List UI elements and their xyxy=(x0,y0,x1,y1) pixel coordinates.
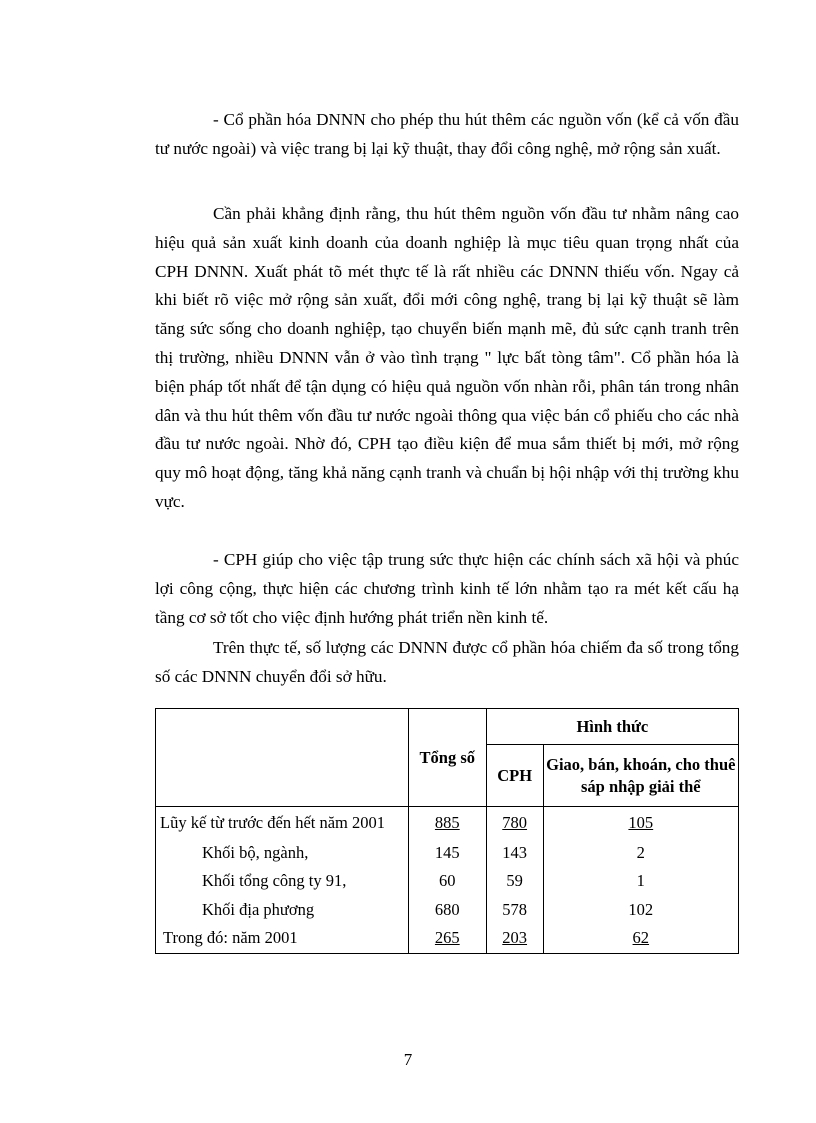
cell-other: 102 xyxy=(543,896,738,924)
cell-other: 1 xyxy=(543,867,738,896)
value: 62 xyxy=(632,928,650,948)
cell-total: 680 xyxy=(408,896,486,924)
header-empty-cell xyxy=(156,709,409,807)
cell-total: 60 xyxy=(408,867,486,896)
header-total: Tổng số xyxy=(408,709,486,807)
value: 885 xyxy=(434,812,460,832)
table-row xyxy=(156,867,739,896)
value: 203 xyxy=(502,928,528,948)
paragraph-text: Trên thực tế, số lượng các DNNN được cổ phần hóa chiếm đa số trong tổng số các DNNN chuyển đổi sở hữu. xyxy=(155,638,739,686)
cell-cph: 143 xyxy=(486,839,543,867)
page-number: 7 xyxy=(403,1050,413,1069)
value: 265 xyxy=(434,928,460,948)
value: 105 xyxy=(628,812,654,832)
cell-cph: 59 xyxy=(486,867,543,896)
table-row xyxy=(156,839,739,867)
cell-other xyxy=(543,924,738,954)
header-cph: CPH xyxy=(486,745,543,807)
header-form: Hình thức xyxy=(486,709,738,745)
cell-other xyxy=(543,807,738,839)
paragraph-social-policy xyxy=(155,546,739,632)
cell-total xyxy=(408,924,486,954)
paragraph-text: - CPH giúp cho việc tập trung sức thực hiện các chính sách xã hội và phúc lợi công cộng, thực hiện các chương trình kinh tế lớn nhằm tạo ra mét kết cấu hạ tầng cơ sở tốt cho việc định hướng phát triển nền kinh tế. xyxy=(155,550,739,627)
paragraph-table-intro xyxy=(155,634,739,692)
table-row xyxy=(156,896,739,924)
cell-total: 145 xyxy=(408,839,486,867)
row-label: Khối tổng công ty 91, xyxy=(156,867,409,896)
table-row xyxy=(156,807,739,839)
row-label: Khối địa phương xyxy=(156,896,409,924)
paragraph-capital-mobilization xyxy=(155,106,739,164)
cell-cph xyxy=(486,924,543,954)
value: 780 xyxy=(502,812,528,832)
cell-total xyxy=(408,807,486,839)
cell-other: 2 xyxy=(543,839,738,867)
cell-cph xyxy=(486,807,543,839)
paragraph-text: Cần phải khẳng định rằng, thu hút thêm nguồn vốn đầu tư nhằm nâng cao hiệu quả sản xuất kinh doanh của doanh nghiệp là mục tiêu quan trọng nhất của CPH DNNN. Xuất phát tõ mét thực tế là rất nhiều các DNNN thiếu vốn. Ngay cả khi biết rõ việc mở rộng sản xuất, đổi mới công nghệ, trang bị lại kỹ thuật sẽ làm tăng sức sống cho doanh nghiệp, tạo chuyển biến mạnh mẽ, đủ sức cạnh tranh trên thị trường, nhiều DNNN vẫn ở vào tình trạng " lực bất tòng tâm". Cổ phần hóa là biện pháp tốt nhất để tận dụng có hiệu quả nguồn vốn nhàn rỗi, phân tán trong nhân dân và thu hút thêm vốn đầu tư nước ngoài thông qua việc bán cổ phiếu cho các nhà đầu tư nước ngoài. Nhờ đó, CPH tạo điều kiện để mua sắm thiết bị mới, mở rộng quy mô hoạt động, tăng khả năng cạnh tranh và chuẩn bị hội nhập với thị trường khu vực. xyxy=(155,204,739,511)
row-label: Khối bộ, ngành, xyxy=(156,839,409,867)
header-other-forms: Giao, bán, khoán, cho thuê sáp nhập giải thể xyxy=(543,745,738,807)
enterprise-conversion-table xyxy=(155,708,739,954)
table-row xyxy=(156,924,739,954)
row-label: Lũy kế từ trước đến hết năm 2001 xyxy=(156,807,409,839)
row-label: Trong đó: năm 2001 xyxy=(156,924,409,954)
paragraph-text: - Cổ phần hóa DNNN cho phép thu hút thêm các nguồn vốn (kể cả vốn đầu tư nước ngoài) và việc trang bị lại kỹ thuật, thay đổi công nghệ, mở rộng sản xuất. xyxy=(155,110,739,158)
paragraph-affirmation xyxy=(155,200,739,517)
cell-cph: 578 xyxy=(486,896,543,924)
